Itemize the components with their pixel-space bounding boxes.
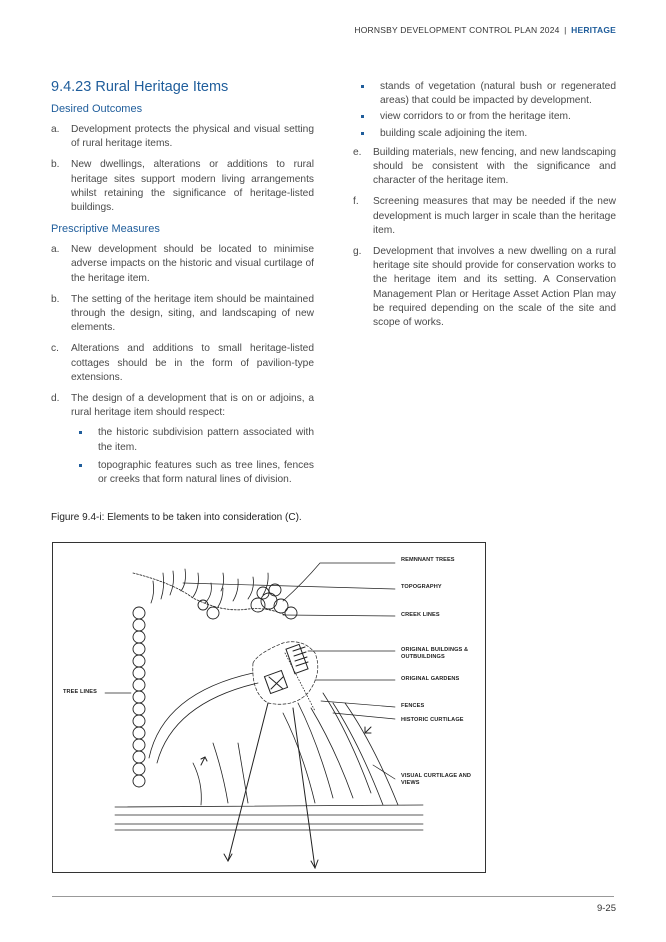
list-marker: a. [51, 244, 60, 256]
list-marker: d. [51, 393, 60, 405]
bullet-item: building scale adjoining the item. [353, 127, 616, 141]
bullet-item: stands of vegetation (natural bush or regenerated areas) that could be impacted by development. [353, 80, 616, 108]
label-creek-lines: CREEK LINES [401, 612, 440, 618]
fence-line [285, 653, 315, 711]
label-historic-curtilage: HISTORIC CURTILAGE [401, 717, 464, 723]
list-marker: g. [353, 246, 362, 258]
label-line: ORIGINAL BUILDINGS & [401, 647, 469, 653]
desired-outcomes-list [51, 123, 314, 215]
access-road [149, 673, 253, 758]
label-line: OUTBUILDINGS [401, 653, 445, 660]
access-road-edge [157, 683, 258, 763]
footer-divider [52, 896, 614, 897]
page-number: 9-25 [596, 903, 616, 914]
list-item [51, 293, 314, 336]
page-header [354, 25, 616, 35]
topography-hatching [151, 569, 268, 607]
list-item-text: The design of a development that is on or adjoins, a rural heritage item should respect: [71, 393, 314, 419]
label-original-buildings [401, 647, 468, 660]
view-arrows [201, 703, 371, 868]
list-item-text: The setting of the heritage item should be maintained through the design, siting, and landscaping of new elements. [71, 293, 314, 334]
prescriptive-measures-list-continued [353, 146, 616, 330]
bullet-list [71, 426, 314, 487]
bullet-item: view corridors to or from the heritage item. [353, 110, 616, 124]
label-topography: TOPOGRAPHY [401, 584, 442, 590]
desired-outcomes-heading: Desired Outcomes [51, 103, 143, 115]
figure-caption: Figure 9.4-i: Elements to be taken into consideration (C). [51, 512, 302, 523]
list-marker: a. [51, 124, 60, 135]
list-item [353, 245, 616, 330]
label-visual-curtilage [401, 773, 471, 786]
boundary-fences [115, 805, 423, 830]
label-original-gardens: ORIGINAL GARDENS [401, 676, 460, 682]
visual-curtilage-lines [193, 693, 398, 805]
left-column [51, 78, 314, 494]
header-section: HERITAGE [571, 25, 616, 35]
list-marker: f. [353, 196, 359, 208]
bullet-item: topographic features such as tree lines, fences or creeks that form natural lines of division. [71, 459, 314, 487]
list-item [51, 123, 314, 151]
tree-line-column [133, 607, 145, 787]
list-marker: b. [51, 293, 60, 305]
right-column [353, 80, 616, 337]
prescriptive-measures-list [51, 243, 314, 487]
list-marker: e. [353, 146, 362, 158]
list-item-text: Screening measures that may be needed if the new development is much larger in scale than the heritage item. [373, 196, 616, 236]
header-separator: | [564, 25, 567, 35]
list-item-text: Development that involves a new dwelling on a rural heritage site should provide for conservation works to the heritage item and its setting. A Conservation Management Plan or Heritage Asset Action Plan may be required depending on the scale of the site and scope of works. [373, 246, 616, 329]
label-tree-lines: TREE LINES [63, 689, 97, 695]
list-item [353, 146, 616, 189]
list-item-text: New development should be located to minimise adverse impacts on the historic and visual curtilage of the heritage item. [71, 244, 314, 284]
list-item [51, 342, 314, 385]
bullet-item: the historic subdivision pattern associated with the item. [71, 426, 314, 454]
list-marker: b. [51, 159, 60, 171]
list-item-text: Alterations and additions to small heritage-listed cottages should be in the form of pavilion-type extensions. [71, 343, 314, 383]
list-item-text: Development protects the physical and visual setting of rural heritage items. [71, 124, 314, 150]
original-buildings [264, 644, 308, 693]
section-heading: 9.4.23 Rural Heritage Items [51, 79, 229, 95]
header-title: HORNSBY DEVELOPMENT CONTROL PLAN 2024 [354, 25, 560, 35]
list-item-text: Building materials, new fencing, and new landscaping should be consistent with the significance and character of the heritage item. [373, 146, 616, 187]
prescriptive-measures-heading: Prescriptive Measures [51, 223, 160, 236]
label-line: VISUAL CURTILAGE AND [401, 773, 472, 779]
list-item [51, 243, 314, 286]
list-item-text: New dwellings, alterations or additions to rural heritage sites support modern living arrangements whilst retaining the significance of heritage-listed buildings. [71, 159, 314, 214]
list-marker: c. [51, 343, 59, 355]
bullet-list-continued [353, 80, 616, 141]
label-remnant-trees: REMNNANT TREES [401, 557, 455, 563]
label-line: VIEWS [401, 779, 420, 786]
list-item [51, 158, 314, 215]
list-item [353, 195, 616, 238]
label-fences: FENCES [401, 703, 425, 709]
figure-diagram [52, 542, 486, 873]
list-item [51, 392, 314, 487]
